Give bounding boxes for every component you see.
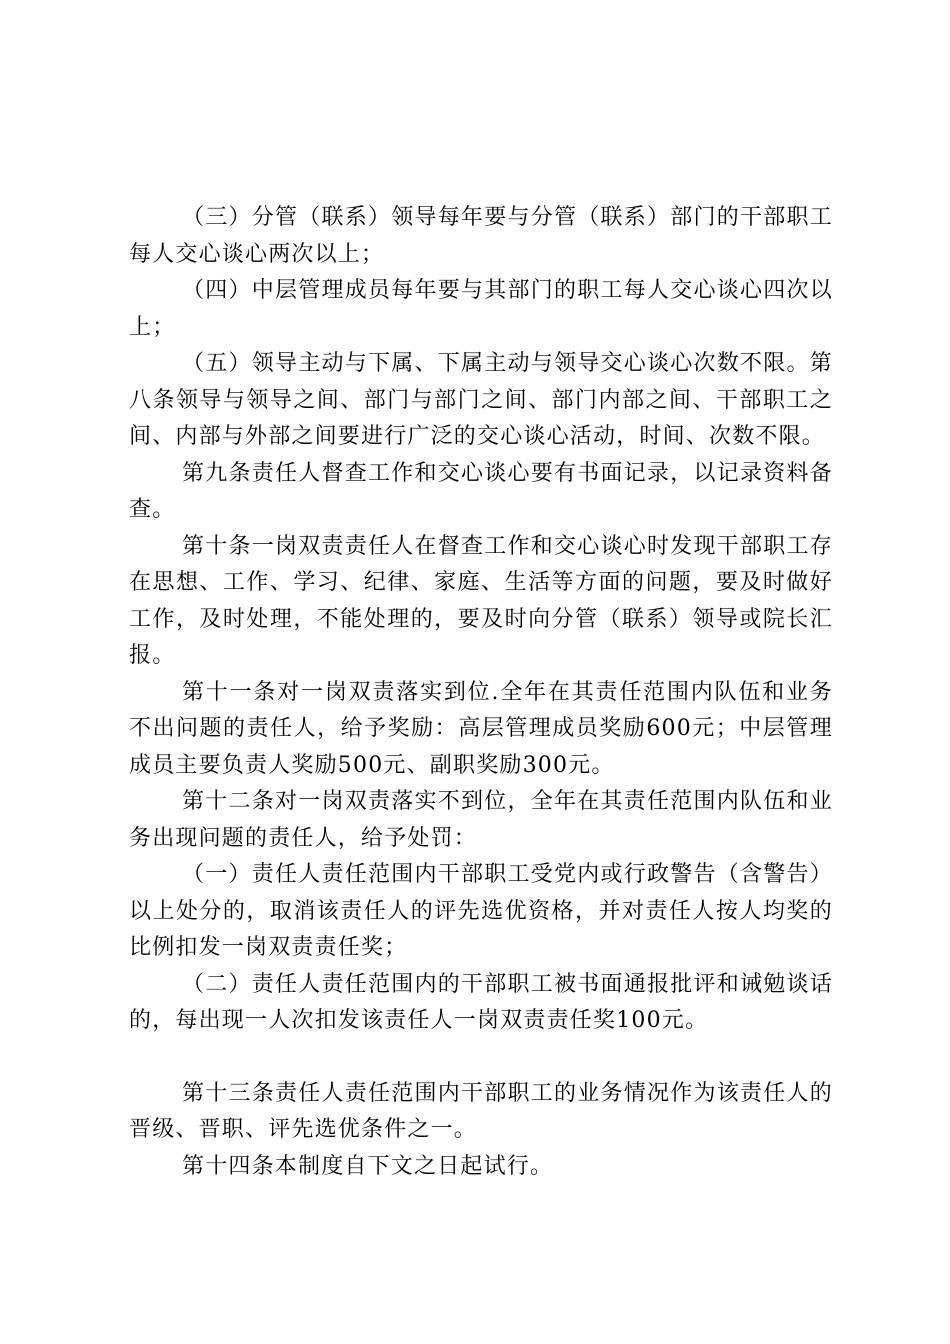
paragraph-article-9: 第九条责任人督查工作和交心谈心要有书面记录，以记录资料备查。 [129,460,833,522]
document-body [129,200,833,1185]
paragraph-article-13: 第十三条责任人责任范围内干部职工的业务情况作为该责任人的晋级、晋职、评先选优条件之一。 [129,1080,833,1142]
paragraph-article-12: 第十二条对一岗双责落实不到位，全年在其责任范围内队伍和业务出现问题的责任人，给予处罚： [129,789,833,851]
paragraph-item-5-article-8: （五）领导主动与下属、下属主动与领导交心谈心次数不限。第八条领导与领导之间、部门与部门之间、部门内部之间、干部职工之间、内部与外部之间要进行广泛的交心谈心活动，时间、次数不限。 [129,351,833,449]
paragraph-article-12-item-2: （二）责任人责任范围内的干部职工被书面通报批评和诫勉谈话的，每出现一人次扣发该责任人一岗双责责任奖100元。 [129,971,833,1033]
paragraph-article-12-item-1: （一）责任人责任范围内干部职工受党内或行政警告（含警告）以上处分的，取消该责任人的评先选优资格，并对责任人按人均奖的比例扣发一岗双责责任奖； [129,862,833,960]
paragraph-article-10: 第十条一岗双责责任人在督查工作和交心谈心时发现干部职工存在思想、工作、学习、纪律、家庭、生活等方面的问题，要及时做好工作，及时处理，不能处理的，要及时向分管（联系）领导或院长汇报。 [129,533,833,668]
paragraph-article-14: 第十四条本制度自下文之日起试行。 [182,1153,554,1179]
paragraph-item-3: （三）分管（联系）领导每年要与分管（联系）部门的干部职工每人交心谈心两次以上； [129,205,833,267]
paragraph-spacer [129,1040,833,1076]
paragraph-item-4: （四）中层管理成员每年要与其部门的职工每人交心谈心四次以上； [129,278,833,340]
paragraph-article-11: 第十一条对一岗双责落实到位.全年在其责任范围内队伍和业务不出问题的责任人，给予奖励：高层管理成员奖励600元；中层管理成员主要负责人奖励500元、副职奖励300元。 [129,679,833,778]
